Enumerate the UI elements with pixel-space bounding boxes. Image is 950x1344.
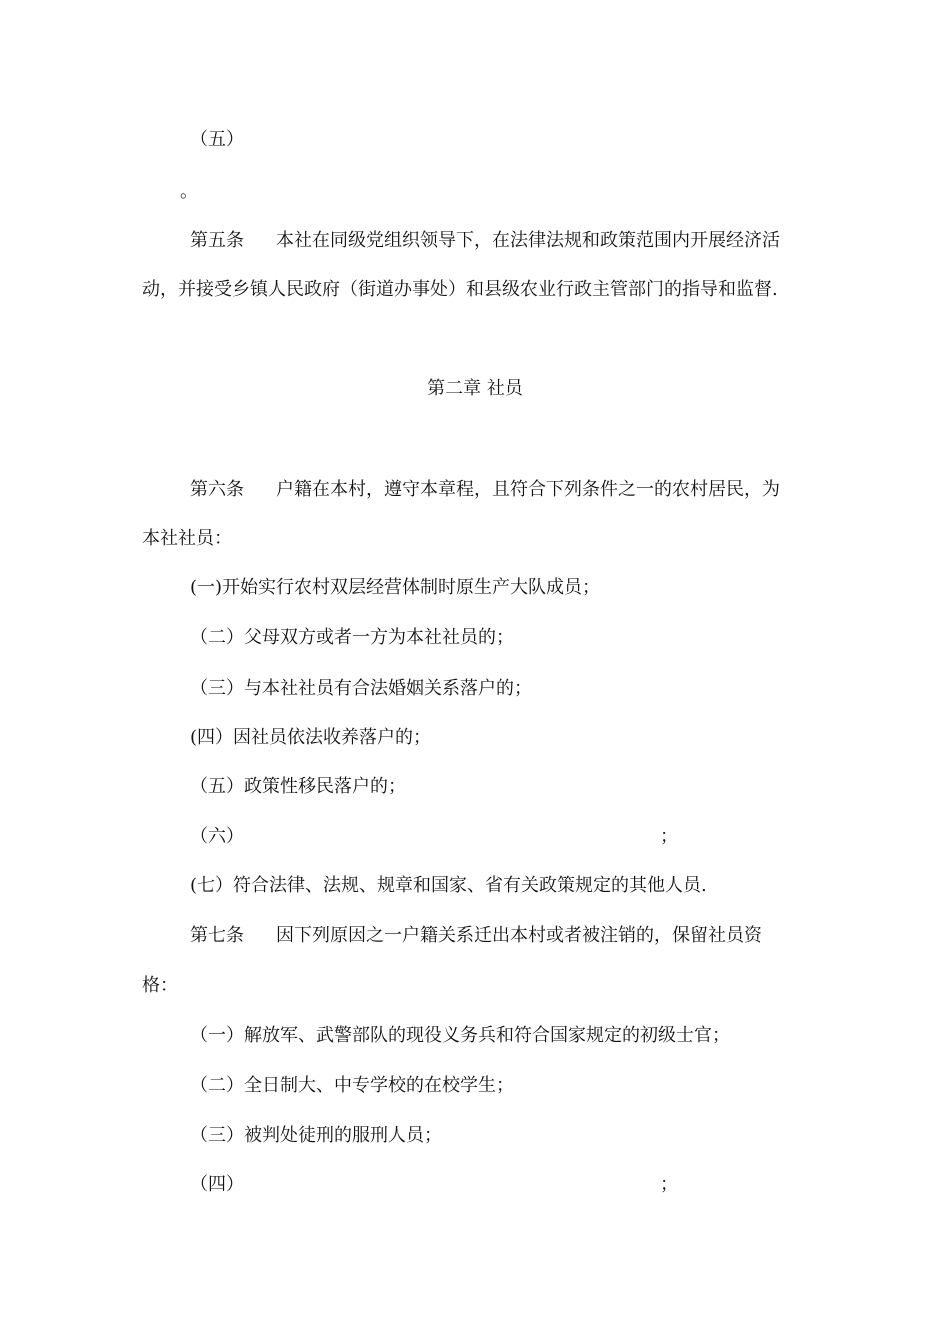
article-6-item-2: （二）父母双方或者一方为本社社员的；	[190, 627, 514, 648]
article-7-text-1: 因下列原因之一户籍关系迁出本村或者被注销的，保留社员资	[276, 925, 762, 946]
article-7-item-4: （四）	[190, 1174, 244, 1195]
article-7-item-4-tail: ；	[660, 1174, 678, 1195]
article-6-text-1: 户籍在本村，遵守本章程，且符合下列条件之一的农村居民，为	[276, 479, 780, 500]
article-5-label: 第五条	[190, 230, 244, 251]
article-6-item-5: （五）政策性移民落户的；	[190, 776, 406, 797]
article-6-line-2: 本社社员：	[142, 528, 232, 549]
article-6-item-4: (四）因社员依法收养落户的；	[190, 727, 432, 748]
article-7-item-3: （三）被判处徒刑的服刑人员；	[190, 1125, 442, 1146]
article-7-line-1	[190, 924, 762, 948]
article-5-line-2: 动，并接受乡镇人民政府（街道办事处）和县级农业行政主管部门的指导和监督.	[142, 279, 778, 300]
article-6-item-1: (一)开始实行农村双层经营体制时原生产大队成员；	[190, 577, 601, 598]
article-6-item-6-tail: ；	[660, 826, 678, 847]
article-6-label: 第六条	[190, 479, 244, 500]
article-6-item-7: (七）符合法律、法规、规章和国家、省有关政策规定的其他人员.	[190, 875, 707, 896]
article-7-item-1: （一）解放军、武警部队的现役义务兵和符合国家规定的初级士官；	[190, 1025, 730, 1046]
article-6-item-6: （六）	[190, 826, 244, 847]
article-7-line-2: 格：	[142, 975, 178, 996]
article-7-label: 第七条	[190, 925, 244, 946]
article-5-line-1	[190, 229, 780, 253]
article-6-item-3: （三）与本社社员有合法婚姻关系落户的；	[190, 678, 532, 699]
article-7-item-2: （二）全日制大、中专学校的在校学生；	[190, 1075, 514, 1096]
chapter-2-heading: 第二章 社员	[427, 378, 523, 399]
article-6-line-1	[190, 478, 780, 502]
period-mark: 。	[180, 181, 198, 202]
article-5-text-1: 本社在同级党组织领导下，在法律法规和政策范围内开展经济活	[276, 230, 780, 251]
paragraph-5-label: （五）	[190, 129, 244, 150]
